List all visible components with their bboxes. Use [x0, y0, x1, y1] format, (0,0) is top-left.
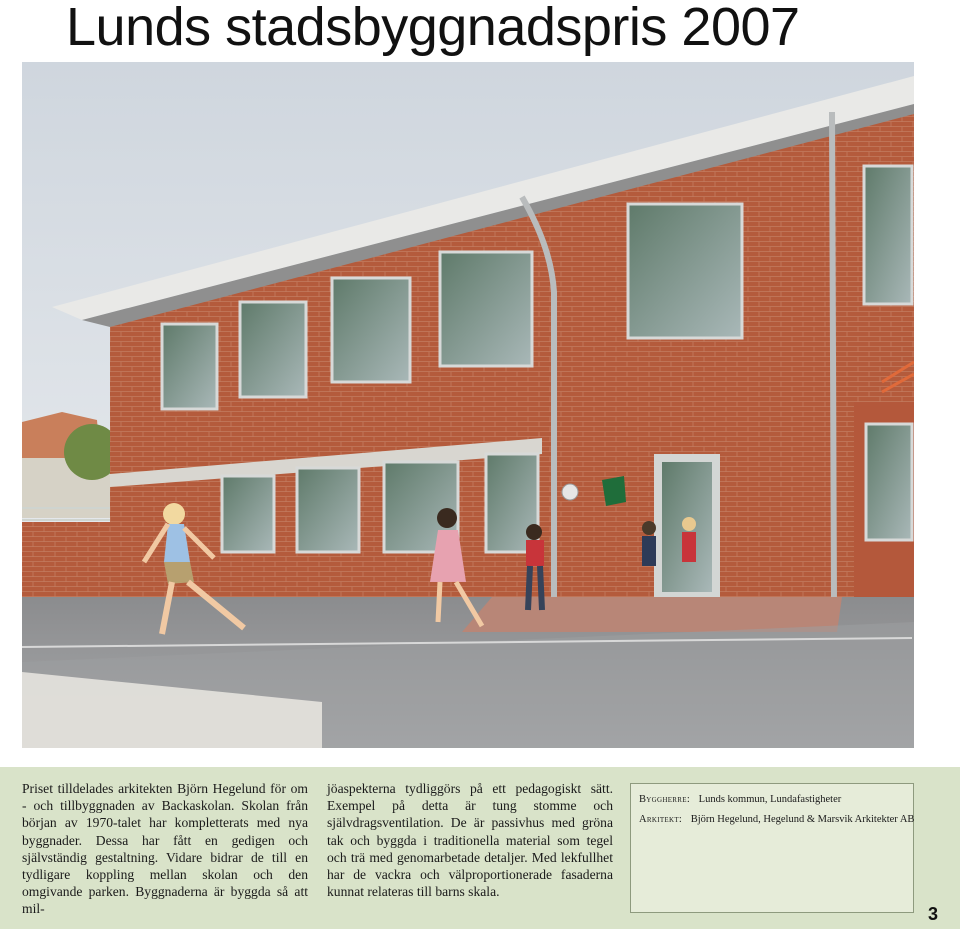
architect-value: Björn Hegelund, Hegelund & Marsvik Arkitekter AB	[690, 814, 915, 825]
fact-box	[630, 783, 914, 913]
architect-row	[639, 814, 914, 825]
builder-label: Byggherre:	[639, 794, 691, 805]
school-photo	[22, 62, 914, 748]
builder-row	[639, 794, 841, 805]
text-band	[0, 767, 960, 929]
article-column-2: jöaspekterna tydliggörs på ett pedagogiskt sätt. Exempel på detta är tung stomme och självdragsventilation. De är passivhus med gröna tak och byggda i traditionella material som tegel och trä med genomarbetade detaljer. Med lekfullhet har de vackra och välproportionerade fasaderna kunnat relateras till barns skala.	[327, 781, 613, 900]
builder-value: Lunds kommun, Lundafastigheter	[698, 794, 842, 805]
architect-label: Arkitekt:	[639, 814, 683, 825]
page-number: 3	[927, 904, 938, 924]
article-column-1: Priset tilldelades arkitekten Björn Hegelund för om - och tillbyggnaden av Backaskolan. Skolan från början av 1970-talet har kompletterats med nya byggnader. Dessa har fått en gedigen och självständig gestaltning. Vidare bidrar de till en tydligare koppling mellan skolan och den omgivande parken. Byggnaderna är byggda så att mil-	[22, 781, 308, 917]
page-title: Lunds stadsbyggnadspris 2007	[66, 0, 800, 57]
